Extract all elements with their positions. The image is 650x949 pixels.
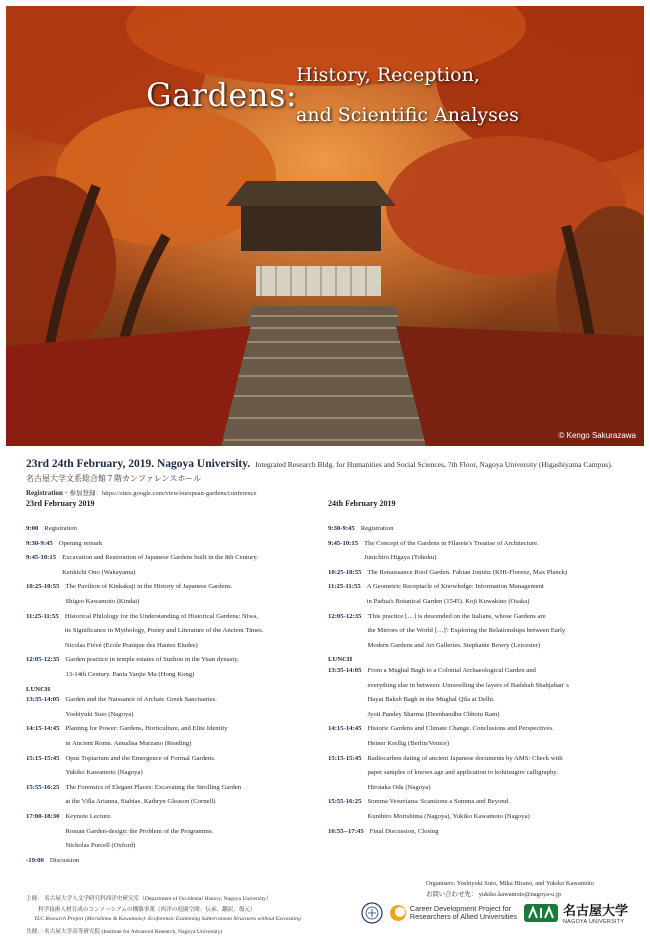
hero-subtitle-line2: and Scientific Analyses	[296, 104, 519, 126]
lunch-break: LUNCH	[26, 685, 51, 693]
program-time: 9:45-10:15	[328, 539, 359, 547]
program-time: 17:00-18:30	[26, 812, 60, 820]
program-time: 14:15-14:45	[26, 725, 60, 733]
program-time: 11:25-11:55	[328, 583, 361, 591]
program-title: Final Discussion, Closing	[369, 827, 439, 835]
host-line-2: 科学技術人材育成のコンソーシアムの構築事業（西洋の庭園空間：伝承、翻訳、復元）	[38, 907, 256, 913]
program-time: 13:35-14:05	[328, 667, 362, 675]
program-row	[26, 614, 326, 654]
seal-icon	[361, 902, 383, 924]
program-title: 'This practice […] is descended on the Italians, whose Gardens are the Mirrors of the World […]': Exploring the Relationships between Early Modern Gardens and Art Galleries. Stephanie Bowry (Leicester)	[367, 612, 566, 649]
program-time: 12:05-12:35	[26, 656, 60, 664]
program-time: 9:30-9:45	[26, 539, 53, 547]
event-date: 23rd 24th February, 2019. Nagoya University.	[26, 458, 251, 470]
host-line: 主催： 名古屋大学人文学研究科西洋史研究室（Department of Occidental History, Nagoya University）	[26, 896, 272, 902]
program-title: Planting for Power: Gardens, Horticulture, and Elite Identity in Ancient Rome. Annalisa Marzano (Reading)	[65, 725, 228, 748]
program-time: 15:15-15:45	[26, 754, 60, 762]
event-venue-jp: 名古屋大学文系総合館７階カンファレンスホール	[26, 474, 202, 483]
program-title: Somma Vesuviana: Scansione a Somma and Beyond. Kunihiro Morishima (Nagoya), Yukiko Kawamoto (Nagoya)	[367, 798, 530, 820]
program-title: Excavation and Restoration of Japanese Gardens built in the 8th Century. Kenkichi Ono (Wakayama)	[62, 554, 258, 576]
day1-heading: 23rd February 2019	[26, 499, 95, 508]
program-row	[328, 614, 628, 654]
ylc-line: YLC Research Project (Morishima & Kawamoto): Ecoforensic Examining Subterranean Structures without Excavating	[34, 916, 301, 922]
program-row	[328, 756, 628, 796]
event-venue: Integrated Research Bldg. for Humanities and Social Sciences, 7th Floor, Nagoya University (Higashiyama Campus).	[255, 460, 613, 469]
program-title: Registration	[44, 525, 77, 532]
contact: お問い合わせ先： yukiko.kawamoto@nagoya-u.jp	[426, 891, 561, 898]
program-time: 16:55--17:45	[328, 827, 364, 835]
registration-label: Registration	[26, 489, 63, 497]
day2-program	[328, 500, 628, 843]
program-title: Garden practice in temple estates of Suzhou in the Yuan dynasty, 13-14th Century. Pania Yanjie Mu (Hong Kong)	[65, 656, 239, 678]
cdp-line1: Career Development Project for	[409, 903, 511, 913]
program-row	[26, 814, 326, 854]
registration-link[interactable]: ・参加登録：https://sites.google.com/view/european-gardens/conference	[62, 490, 257, 497]
program-title: Historic Gardens and Climate Change. Conclusions and Perspectives. Heiner Krellig (Berlin/Venice)	[367, 725, 554, 748]
program-row	[26, 657, 326, 682]
nagoya-logo	[523, 900, 628, 925]
program-time: 9:00	[26, 525, 39, 532]
program-row	[328, 526, 628, 537]
program-row	[26, 555, 326, 580]
program-title: From a Mughal Bagh to a Colonial Archaeological Garden and everything else in between: Unravelling the layers of Badshah Shahjahan' s Hayat Baksh Bagh in the Mughal Qila at Delhi. Jyoti Pandey Sharma (Deenbandhu Chhotu Ram)	[367, 667, 569, 718]
day2-heading: 24th February 2019	[328, 499, 396, 508]
program-title: Opus Topiarium and the Emergence of Formal Gardens. Yukiko Kawamoto (Nagoya)	[65, 754, 216, 777]
logo-row	[361, 900, 628, 925]
day1-list	[26, 526, 326, 868]
program-time: 10:25-10:55	[26, 583, 60, 591]
cdp-swirl-icon	[389, 904, 407, 922]
registration-line	[26, 488, 636, 497]
cdp-line2: Researchers of Allied Universities	[409, 911, 517, 921]
program-row	[26, 756, 326, 781]
day2-list	[328, 526, 628, 839]
program-row	[26, 726, 326, 751]
program-row	[26, 785, 326, 810]
program-title: Registration	[360, 525, 394, 532]
program-title: A Geometric Receptacle of Knowledge: Information Management in Padua's Botanical Garden (1545). Koji Kuwakino (Osaka)	[366, 583, 544, 605]
program-row	[328, 584, 628, 609]
program-time: 12:05-12:35	[328, 612, 362, 620]
hero-subtitle-line1: History, Reception,	[296, 64, 480, 86]
program-row	[26, 584, 326, 609]
event-info	[26, 458, 636, 497]
program-title: Garden and the Naissance of Archaic Greek Sanctuaries. Yoshiyuki Suto (Nagoya)	[65, 696, 217, 718]
program-title: Historical Philology for the Understanding of Historical Gardens: Niwa, its Significance in Mythology, Poetry and Literature of the Ancient Times. Nicolas Fiévé (Ecole Pratique des Hautes Etudes)	[64, 612, 264, 649]
program-row	[26, 697, 326, 722]
program-time: 15:15-15:45	[328, 754, 362, 762]
program-row	[26, 541, 326, 552]
nagoya-emblem-icon	[523, 902, 559, 924]
program-title: The Renaissance Roof Garden. Fabian Jonietz (KHI-Florenz, Max Planck)	[367, 568, 568, 576]
program-title: Radiocarbon dating of ancient Japanese documents by AMS: Check with paper samples of known age and application to kohitsugire calligraphy. Hirotaka Oda (Nagoya)	[367, 754, 563, 791]
program-time: 9:45-10:15	[26, 554, 57, 562]
program-title: The Forensics of Elegant Places: Excavating the Strolling Garden at the Villa Arianna, Stabiae. Kathryn Gleason (Cornell)	[65, 783, 242, 806]
program-title: Discussion	[49, 856, 80, 864]
nagoya-jp: 名古屋大学	[562, 903, 628, 918]
cohost-line: 共催： 名古屋大学高等研究院 (Institute for Advanced Research, Nagoya University)	[26, 929, 223, 935]
program-time: 15:55-16:25	[328, 798, 362, 806]
event-date-line	[26, 458, 636, 470]
program-time: 13:35-14:05	[26, 696, 60, 704]
program-title: Keynote Lecture. Roman Garden-design: the Problem of the Programme. Nicholas Purcell (Oxford)	[65, 812, 214, 850]
program-time: 11:25-11:55	[26, 612, 59, 620]
organizers-block	[426, 878, 622, 900]
program-row	[328, 726, 628, 751]
organizers: Organisers: Yoshiyuki Suto, Mika Hirano, and Yukiko Kawamoto	[426, 880, 594, 887]
program-time: 14:15-14:45	[328, 725, 362, 733]
program-time: 15:55-16:25	[26, 783, 60, 791]
program-row	[26, 526, 326, 537]
lunch-break: LUNCH	[328, 656, 353, 664]
program-row	[328, 570, 628, 581]
program-title: Opening remark	[58, 539, 103, 547]
photo-credit: © Kengo Sakurazawa	[558, 431, 636, 440]
nagoya-en: NAGOYA UNIVERSITY	[562, 919, 625, 925]
program-row	[328, 799, 628, 824]
program-row	[328, 541, 628, 566]
program-time: 10:25-10:55	[328, 568, 362, 576]
day1-program	[26, 500, 326, 872]
footer	[26, 878, 636, 944]
program-row	[328, 668, 628, 722]
program-row	[26, 858, 326, 869]
program-time: 9:30-9:45	[328, 525, 355, 532]
program-row	[328, 829, 628, 840]
cdp-logo	[389, 904, 517, 922]
hero-title: Gardens:	[146, 76, 298, 114]
hero-photo	[6, 6, 644, 446]
program-title: The Concept of the Gardens in Filarete's Treatise of Architecture. Junichiro Higaya (Tohoku)	[364, 539, 539, 562]
program-title: The Pavilion of Kinkakuji in the History of Japanese Gardens. Shigeo Kawamoto (Kindai)	[65, 583, 233, 605]
program-time: -19:00	[26, 856, 44, 864]
